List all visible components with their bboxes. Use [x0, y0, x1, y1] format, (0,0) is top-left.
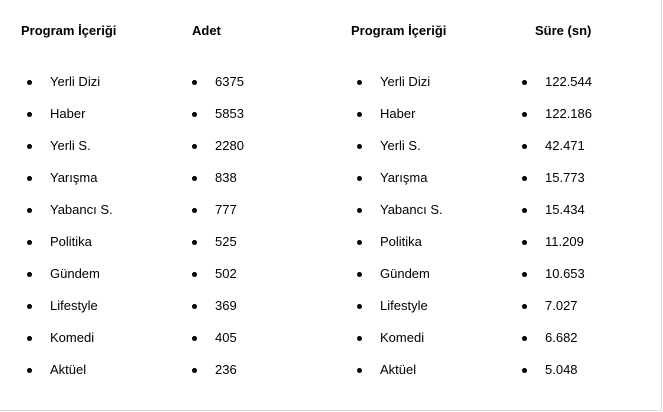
duration-value: 10.653	[545, 266, 585, 281]
bullet-icon	[522, 208, 527, 213]
bullet-icon	[27, 208, 32, 213]
bullet-icon	[357, 208, 362, 213]
content-label: Lifestyle	[50, 298, 98, 313]
count-value: 525	[215, 234, 237, 249]
duration-value: 5.048	[545, 362, 578, 377]
bullet-icon	[522, 336, 527, 341]
count-value: 369	[215, 298, 237, 313]
bullet-icon	[357, 368, 362, 373]
bullet-icon	[27, 80, 32, 85]
bullet-icon	[192, 144, 197, 149]
bullet-icon	[522, 176, 527, 181]
bullet-icon	[357, 144, 362, 149]
bullet-icon	[522, 240, 527, 245]
bullet-icon	[522, 304, 527, 309]
bullet-icon	[192, 368, 197, 373]
duration-value: 11.209	[545, 234, 584, 249]
duration-header: Süre (sn)	[535, 23, 592, 38]
content-label: Yerli S.	[380, 138, 421, 153]
bullet-icon	[27, 176, 32, 181]
count-value: 2280	[215, 138, 244, 153]
bullet-icon	[522, 144, 527, 149]
duration-value: 122.186	[545, 106, 592, 121]
bullet-icon	[27, 272, 32, 277]
bullet-icon	[192, 208, 197, 213]
content-label: Gündem	[50, 266, 100, 281]
bullet-icon	[357, 336, 362, 341]
bullet-icon	[27, 240, 32, 245]
content-label: Komedi	[380, 330, 425, 345]
bullet-icon	[27, 304, 32, 309]
count-value: 777	[215, 202, 237, 217]
count-value: 838	[215, 170, 237, 185]
bullet-icon	[357, 272, 362, 277]
count-value: 502	[215, 266, 237, 281]
content-label: Yabancı S.	[380, 202, 443, 217]
duration-value: 7.027	[545, 298, 578, 313]
bullet-icon	[522, 368, 527, 373]
bullet-icon	[192, 240, 197, 245]
content-label: Komedi	[50, 330, 95, 345]
count-value: 5853	[215, 106, 244, 121]
bullet-icon	[357, 176, 362, 181]
bullet-icon	[357, 240, 362, 245]
bullet-icon	[357, 80, 362, 85]
content-label: Aktüel	[380, 362, 417, 377]
content-label: Lifestyle	[380, 298, 428, 313]
content-label: Haber	[380, 106, 416, 121]
duration-value: 6.682	[545, 330, 578, 345]
content-label: Yerli Dizi	[380, 74, 431, 89]
content-label: Politika	[380, 234, 422, 249]
count-value: 6375	[215, 74, 244, 89]
bullet-icon	[522, 80, 527, 85]
right-content-header: Program İçeriği	[351, 23, 447, 38]
content-label: Yerli Dizi	[50, 74, 101, 89]
content-label: Yarışma	[380, 170, 428, 185]
bullet-icon	[522, 112, 527, 117]
content-label: Yarışma	[50, 170, 98, 185]
bullet-icon	[357, 304, 362, 309]
content-label: Aktüel	[50, 362, 87, 377]
bullet-icon	[192, 336, 197, 341]
bullet-icon	[192, 176, 197, 181]
bullet-icon	[357, 112, 362, 117]
bullet-icon	[192, 80, 197, 85]
bullet-icon	[27, 112, 32, 117]
bullet-icon	[192, 112, 197, 117]
bullet-icon	[27, 368, 32, 373]
bullet-icon	[27, 336, 32, 341]
duration-value: 42.471	[545, 138, 585, 153]
bullet-icon	[192, 272, 197, 277]
duration-value: 15.434	[545, 202, 585, 217]
count-value: 405	[215, 330, 237, 345]
count-header: Adet	[192, 23, 221, 38]
content-label: Politika	[50, 234, 92, 249]
bullet-icon	[27, 144, 32, 149]
bullet-icon	[522, 272, 527, 277]
content-label: Haber	[50, 106, 86, 121]
count-value: 236	[215, 362, 237, 377]
duration-value: 15.773	[545, 170, 585, 185]
bullet-icon	[192, 304, 197, 309]
content-label: Yerli S.	[50, 138, 91, 153]
left-content-header: Program İçeriği	[21, 23, 117, 38]
content-label: Yabancı S.	[50, 202, 113, 217]
duration-value: 122.544	[545, 74, 592, 89]
content-label: Gündem	[380, 266, 430, 281]
